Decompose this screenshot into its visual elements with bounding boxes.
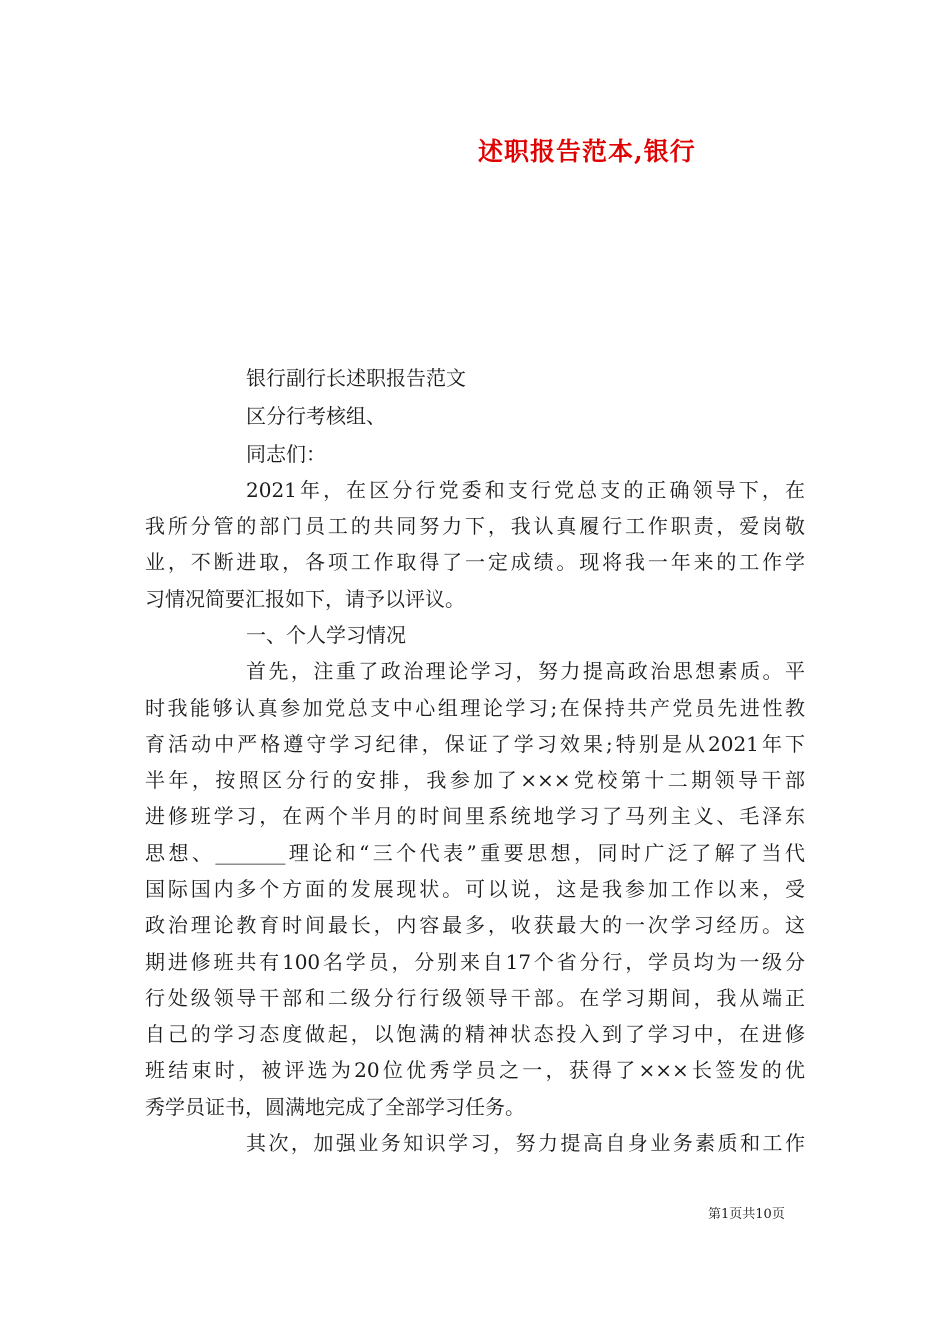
intro-line: 习情况简要汇报如下，请予以评议。 [145,587,465,611]
section-heading: 一、个人学习情况 [246,623,406,647]
intro-line: 业，不断进取，各项工作取得了一定成绩。现将我一年来的工作学 [145,550,805,574]
study-line: 自己的学习态度做起，以饱满的精神状态投入到了学习中，在进修 [145,1022,805,1046]
study-line: 国际国内多个方面的发展现状。可以说，这是我参加工作以来，受 [145,877,805,901]
study-line: 首先，注重了政治理论学习，努力提高政治思想素质。平 [246,659,805,683]
study-line: 思想、_______理论和“三个代表”重要思想，同时广泛了解了当代 [145,841,805,865]
study-line: 进修班学习，在两个半月的时间里系统地学习了马列主义、毛泽东 [145,804,805,828]
page-footer: 第1页共10页 [708,1207,785,1222]
intro-line: 2021年，在区分行党委和支行党总支的正确领导下，在 [246,478,805,502]
salutation-comrades: 同志们： [246,442,326,466]
report-heading: 银行副行长述职报告范文 [246,366,466,390]
study-line: 班结束时，被评选为20位优秀学员之一，获得了×××长签发的优 [145,1058,805,1082]
study-line: 政治理论教育时间最长，内容最多，收获最大的一次学习经历。这 [145,913,805,937]
study-line: 时我能够认真参加党总支中心组理论学习;在保持共产党员先进性教 [145,696,805,720]
study-line: 期进修班共有100名学员，分别来自17个省分行，学员均为一级分 [145,950,805,974]
study-line: 行处级领导干部和二级分行行级领导干部。在学习期间，我从端正 [145,986,805,1010]
study-line: 秀学员证书，圆满地完成了全部学习任务。 [145,1095,525,1119]
document-title: 述职报告范本,银行 [478,137,696,166]
study-line: 半年，按照区分行的安排，我参加了×××党校第十二期领导干部 [145,768,805,792]
salutation-group: 区分行考核组、 [246,404,386,428]
intro-line: 我所分管的部门员工的共同努力下，我认真履行工作职责，爱岗敬 [145,514,805,538]
study-line: 育活动中严格遵守学习纪律，保证了学习效果;特别是从2021年下 [145,732,805,756]
business-line: 其次，加强业务知识学习，努力提高自身业务素质和工作 [246,1131,805,1155]
